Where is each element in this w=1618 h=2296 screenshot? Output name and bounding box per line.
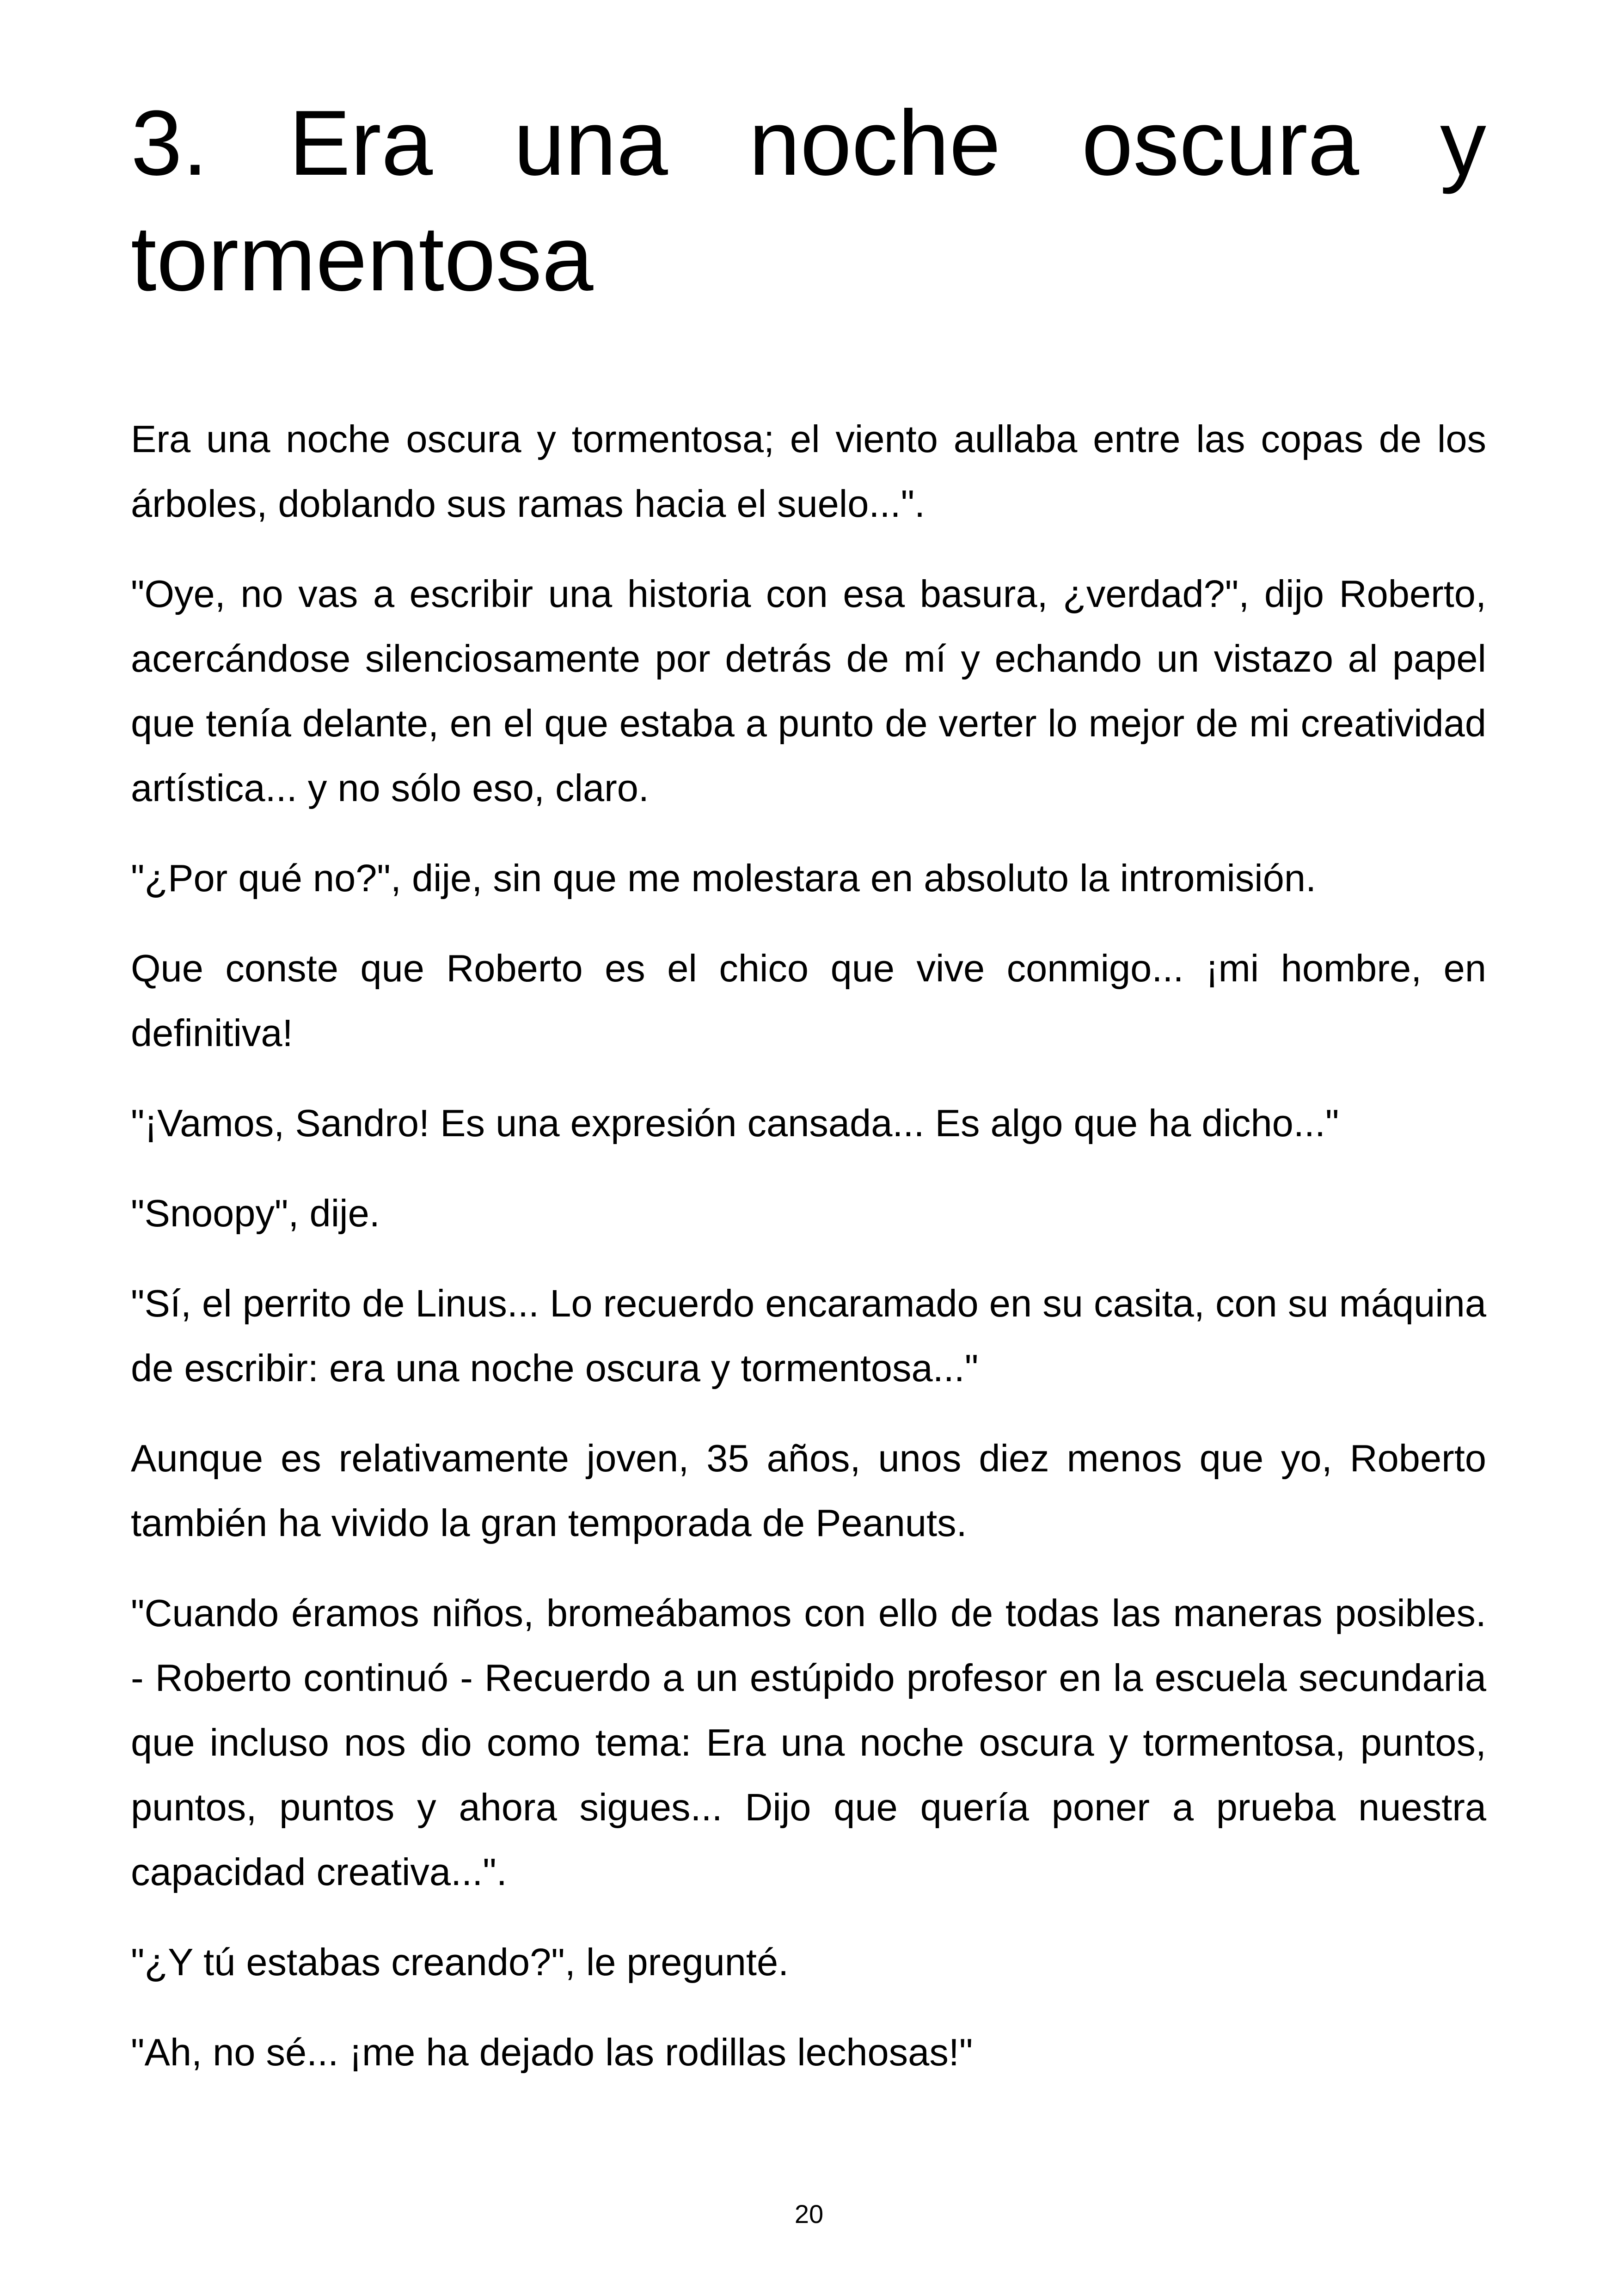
paragraph: "Sí, el perrito de Linus... Lo recuerdo encaramado en su casita, con su máquina de escribir: era una noche oscura y tormentosa..." — [131, 1282, 1486, 1390]
page-number: 20 — [794, 2199, 824, 2229]
chapter-title: 3. Era una noche oscura y tormentosa — [131, 92, 1486, 310]
body-text — [131, 407, 1486, 2110]
paragraph: "Ah, no sé... ¡me ha dejado las rodillas lechosas!" — [131, 2031, 973, 2074]
paragraph: "Oye, no vas a escribir una historia con esa basura, ¿verdad?", dijo Roberto, acercándose silenciosamente por detrás de mí y echando un vistazo al papel que tenía delante, en el que estaba a punto de verter lo mejor de mi creatividad artística... y no sólo eso, claro. — [131, 572, 1486, 809]
paragraph: Era una noche oscura y tormentosa; el viento aullaba entre las copas de los árboles, doblando sus ramas hacia el suelo...". — [131, 417, 1486, 525]
paragraph: "Snoopy", dije. — [131, 1192, 380, 1235]
paragraph: "Cuando éramos niños, bromeábamos con ello de todas las maneras posibles. - Roberto continuó - Recuerdo a un estúpido profesor en la escuela secundaria que incluso nos dio como tema: Era una noche oscura y tormentosa, puntos, puntos, puntos y ahora sigues... Dijo que quería poner a prueba nuestra capacidad creativa...". — [131, 1592, 1486, 1893]
paragraph: "¿Por qué no?", dije, sin que me molestara en absoluto la intromisión. — [131, 857, 1317, 900]
paragraph: Aunque es relativamente joven, 35 años, unos diez menos que yo, Roberto también ha vivido la gran temporada de Peanuts. — [131, 1437, 1486, 1544]
paragraph: "¿Y tú estabas creando?", le pregunté. — [131, 1941, 789, 1984]
paragraph: "¡Vamos, Sandro! Es una expresión cansada... Es algo que ha dicho..." — [131, 1102, 1339, 1145]
paragraph: Que conste que Roberto es el chico que vive conmigo... ¡mi hombre, en definitiva! — [131, 947, 1486, 1054]
